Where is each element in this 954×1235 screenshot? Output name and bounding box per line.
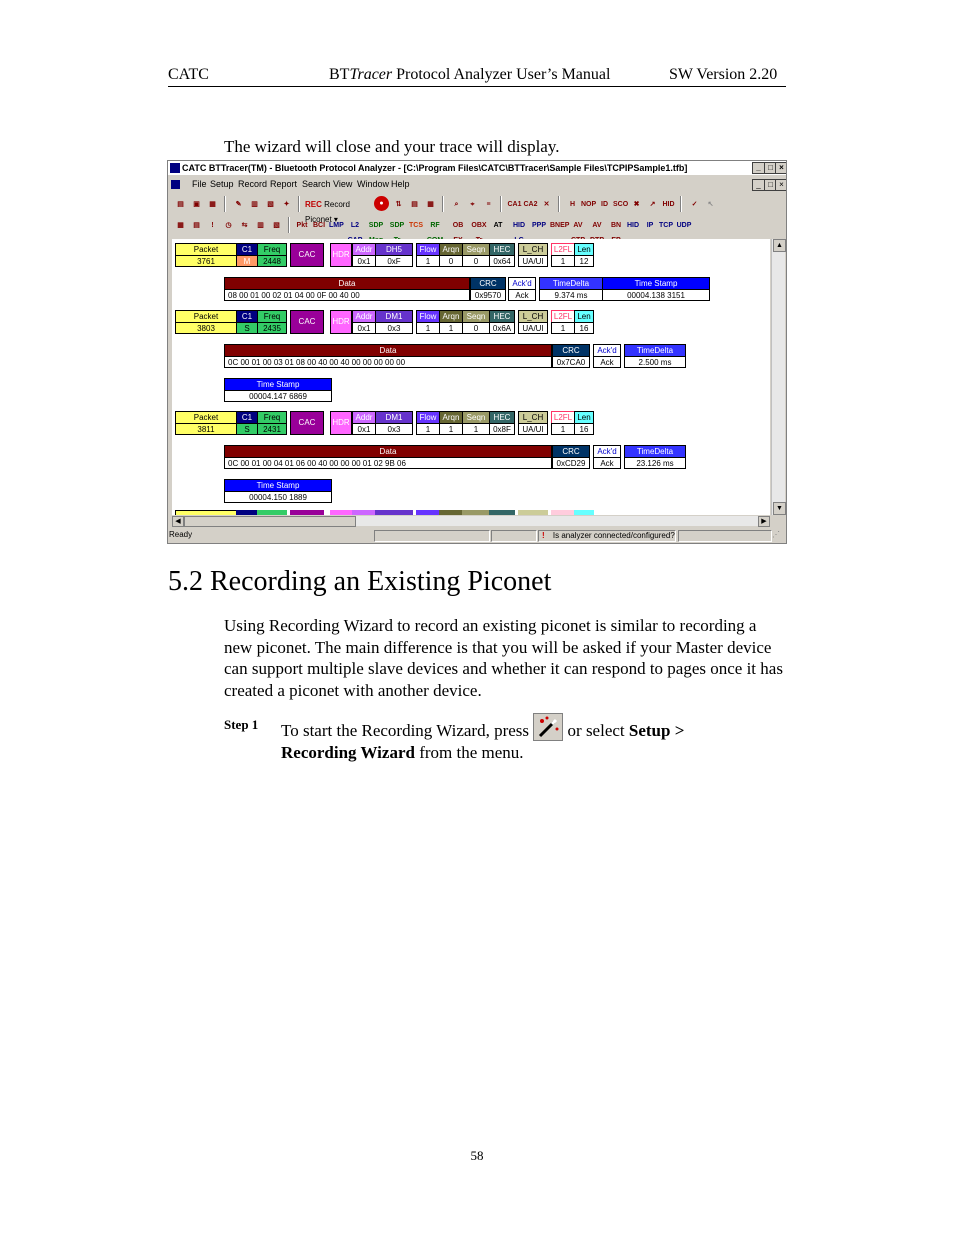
view-toolbar xyxy=(168,215,786,235)
timestamp-value: 00004.138 3151 xyxy=(602,289,710,301)
scroll-down-icon[interactable]: ▼ xyxy=(773,502,786,515)
ca2-icon[interactable]: CA2 xyxy=(523,201,538,208)
window-title: CATC BTTracer(TM) - Bluetooth Protocol Analyzer - [C:\Program Files\CATC\BTTracer\Sample Files\TCPIPSample1.tfb] xyxy=(182,163,688,173)
type-value: 0xF xyxy=(375,255,413,267)
bci-button[interactable]: BCI xyxy=(312,222,326,229)
scroll-right-icon[interactable]: ▶ xyxy=(758,516,770,527)
channel-label: C1 xyxy=(236,411,258,424)
crc-label: CRC xyxy=(552,445,590,458)
timedelta-value: 23.126 ms xyxy=(624,457,686,469)
help-icon[interactable]: ✓ xyxy=(691,201,698,208)
app-screenshot xyxy=(167,160,787,544)
page-number: 58 xyxy=(470,1148,484,1163)
crc-value: 0x7CA0 xyxy=(552,356,590,368)
app-icon xyxy=(170,163,180,173)
crc-label: CRC xyxy=(552,344,590,357)
minimize-button[interactable]: _ xyxy=(752,162,765,174)
lch-label: L_CH xyxy=(518,411,548,424)
timer-icon[interactable]: ◷ xyxy=(225,222,232,229)
scroll-thumb[interactable] xyxy=(184,516,356,527)
channel-label: C1 xyxy=(236,310,258,323)
addr-label: Addr xyxy=(352,411,376,424)
intro-text: The wizard will close and your trace will display. xyxy=(224,137,560,156)
hid-button[interactable]: HID xyxy=(626,222,640,229)
sync-icon[interactable]: ✖ xyxy=(633,201,640,208)
flow-label: Flow xyxy=(416,243,440,256)
step-label: Step 1 xyxy=(224,717,259,732)
timestamp-value: 00004.147 6869 xyxy=(224,390,332,402)
bnep-button[interactable]: BNEP xyxy=(550,222,570,229)
menu-view[interactable]: View xyxy=(333,179,353,189)
resize-grip-icon[interactable]: ⋰ xyxy=(772,530,780,539)
doc-icon xyxy=(171,180,180,189)
channel-value: S xyxy=(236,322,258,334)
lch-value: UA/UI xyxy=(518,322,548,334)
seqn-label: Seqn xyxy=(462,310,490,323)
toolbar-separator xyxy=(680,196,682,212)
flow-value: 1 xyxy=(416,423,440,435)
type-value: 0x3 xyxy=(375,423,413,435)
stats-icon[interactable]: ▧ xyxy=(273,222,280,229)
save-icon[interactable]: ▣ xyxy=(193,201,200,208)
alert-icon[interactable]: ! xyxy=(211,222,214,229)
tcp-button[interactable]: TCP xyxy=(659,222,673,229)
ack-label: Ack'd xyxy=(593,445,621,458)
main-toolbar xyxy=(168,194,786,224)
lch-label: L_CH xyxy=(518,310,548,323)
cac-field: CAC xyxy=(290,411,324,435)
close-button[interactable]: × xyxy=(775,162,787,174)
ack-value: Ack xyxy=(593,356,621,368)
lmp-button[interactable]: LMP xyxy=(329,222,344,229)
data-label: Data xyxy=(224,277,470,290)
timestamp-label: Time Stamp xyxy=(602,277,710,290)
trace-view[interactable] xyxy=(172,239,770,515)
l2fl-label: L2FL xyxy=(551,243,575,256)
timedelta-value: 9.374 ms xyxy=(539,289,603,301)
goto-icon[interactable]: ≡ xyxy=(486,201,491,208)
arqn-value: 0 xyxy=(439,255,463,267)
ack-label: Ack'd xyxy=(593,344,621,357)
channel-value: S xyxy=(236,423,258,435)
data-bytes: 0C 00 01 00 03 01 08 00 40 00 40 00 00 00 00 00 xyxy=(224,356,552,368)
hdr-field: HDR xyxy=(330,310,352,334)
freq-value: 2431 xyxy=(257,423,287,435)
section-heading: 5.2 Recording an Existing Piconet xyxy=(168,566,552,597)
buffer-icon[interactable]: ▤ xyxy=(411,201,418,208)
addr-value: 0x1 xyxy=(352,255,376,267)
open-icon[interactable]: ▤ xyxy=(177,201,184,208)
flow-label: Flow xyxy=(416,310,440,323)
seqn-value: 0 xyxy=(462,322,490,334)
status-bar xyxy=(168,529,786,542)
record-piconet-dropdown[interactable]: REC Record Piconet ▾ xyxy=(305,200,350,224)
lch-label: L_CH xyxy=(518,243,548,256)
packet-label: Packet xyxy=(175,310,237,323)
addr-value: 0x1 xyxy=(352,322,376,334)
menu-bar xyxy=(168,177,786,191)
channel-value: M xyxy=(236,255,258,267)
toolbar-separator xyxy=(288,217,290,233)
status-ready: Ready xyxy=(169,530,193,539)
report-icon[interactable]: ▤ xyxy=(193,222,200,229)
hdr-field: HDR xyxy=(330,411,352,435)
header-rule xyxy=(168,86,786,87)
recording-wizard-icon[interactable]: ✦ xyxy=(283,201,290,208)
timestamp-value: 00004.150 1889 xyxy=(224,491,332,503)
hop-icon[interactable]: H xyxy=(569,201,576,208)
flow-value: 1 xyxy=(416,255,440,267)
cac-field: CAC xyxy=(290,310,324,334)
data-bytes: 0C 00 01 00 04 01 06 00 40 00 00 00 01 02 9B 06 xyxy=(224,457,552,469)
udp-button[interactable]: UDP xyxy=(676,222,692,229)
toolbar-separator xyxy=(558,196,560,212)
lch-value: UA/UI xyxy=(518,423,548,435)
tcs-button[interactable]: TCS xyxy=(409,222,423,229)
section-paragraph: Using Recording Wizard to record an existing piconet is similar to recording a new piconet. The main difference is that you will be asked if your Master device can support multiple slave devices and whether it can respond to pages once it has created a piconet with another device. xyxy=(224,616,783,700)
hdr-field: HDR xyxy=(330,243,352,267)
menu-record[interactable]: Record xyxy=(238,179,268,189)
addr-label: Addr xyxy=(352,243,376,256)
status-pane xyxy=(491,530,537,542)
packet-number: 3761 xyxy=(175,255,237,267)
hec-value: 0x64 xyxy=(489,255,515,267)
packet-number: 3803 xyxy=(175,322,237,334)
freq-label: Freq xyxy=(257,243,287,256)
nop-icon[interactable]: NOP xyxy=(581,201,597,208)
toolbar-separator xyxy=(442,196,444,212)
avdtp-button[interactable]: AV xyxy=(592,222,602,229)
hec-value: 0x8F xyxy=(489,423,515,435)
ca1-icon[interactable]: CA1 xyxy=(507,201,522,208)
status-pane xyxy=(678,530,772,542)
sdp-tr-button[interactable]: SDP xyxy=(389,222,405,229)
doc-close-button[interactable]: × xyxy=(775,179,787,191)
type-label: DM1 xyxy=(375,310,413,323)
arqn-label: Arqn xyxy=(439,310,463,323)
l2fl-value: 1 xyxy=(551,423,575,435)
scroll-left-icon[interactable]: ◀ xyxy=(172,516,184,527)
l2fl-label: L2FL xyxy=(551,310,575,323)
l2fl-label: L2FL xyxy=(551,411,575,424)
freq-value: 2435 xyxy=(257,322,287,334)
ack-value: Ack xyxy=(508,289,536,301)
packet-label: Packet xyxy=(175,411,237,424)
toolbar-separator xyxy=(500,196,502,212)
flow-value: 1 xyxy=(416,322,440,334)
len-value: 16 xyxy=(574,423,594,435)
context-help-icon[interactable]: ↖ xyxy=(707,201,714,208)
upload-icon[interactable]: ⇅ xyxy=(395,201,402,208)
data-bytes: 08 00 01 00 02 01 04 00 0F 00 40 00 xyxy=(224,289,470,301)
len-label: Len xyxy=(574,411,594,424)
idle-icon[interactable]: ID xyxy=(601,201,608,208)
freq-value: 2448 xyxy=(257,255,287,267)
timestamp-label: Time Stamp xyxy=(224,479,332,492)
len-label: Len xyxy=(574,310,594,323)
timedelta-label: TimeDelta xyxy=(624,445,686,458)
status-pane xyxy=(374,530,490,542)
freq-label: Freq xyxy=(257,310,287,323)
at-button[interactable]: AT xyxy=(493,222,503,229)
sdp-msg-button[interactable]: SDP xyxy=(368,222,384,229)
len-value: 16 xyxy=(574,322,594,334)
arqn-label: Arqn xyxy=(439,411,463,424)
l2fl-value: 1 xyxy=(551,322,575,334)
timedelta-label: TimeDelta xyxy=(539,277,603,290)
hec-label: HEC xyxy=(489,411,515,424)
toolbar-separator xyxy=(298,196,300,212)
vertical-scrollbar[interactable] xyxy=(771,239,785,515)
lch-value: UA/UI xyxy=(518,255,548,267)
arqn-value: 1 xyxy=(439,423,463,435)
arqn-value: 1 xyxy=(439,322,463,334)
cac-field: CAC xyxy=(290,243,324,267)
find-next-icon[interactable]: ⌖ xyxy=(470,201,475,208)
title-bar xyxy=(168,161,786,175)
recording-wizard-icon xyxy=(533,713,563,741)
data-label: Data xyxy=(224,445,552,458)
timedelta-value: 2.500 ms xyxy=(624,356,686,368)
maximize-button[interactable]: □ xyxy=(764,162,777,174)
bn-ep-button[interactable]: BN xyxy=(610,222,622,229)
level-icon[interactable]: ▦ xyxy=(177,222,184,229)
arqn-label: Arqn xyxy=(439,243,463,256)
ack-label: Ack'd xyxy=(508,277,536,290)
menu-search[interactable]: Search xyxy=(302,179,331,189)
seqn-value: 1 xyxy=(462,423,490,435)
ack-value: Ack xyxy=(593,457,621,469)
crc-label: CRC xyxy=(470,277,506,290)
obex-button[interactable]: OB xyxy=(452,222,464,229)
freq-label: Freq xyxy=(257,411,287,424)
type-value: 0x3 xyxy=(375,322,413,334)
rfcomm-button[interactable]: RF xyxy=(430,222,440,229)
hid-icon[interactable]: HID xyxy=(662,201,675,208)
stop-icon[interactable]: ● xyxy=(374,196,389,211)
header-left: CATC xyxy=(168,66,209,83)
header-right: SW Version 2.20 xyxy=(669,66,778,83)
ppp-button[interactable]: PPP xyxy=(531,222,546,229)
addr-value: 0x1 xyxy=(352,423,376,435)
avctp-button[interactable]: AV xyxy=(573,222,583,229)
header-center: BTTracer Protocol Analyzer User’s Manual xyxy=(329,66,611,83)
ip-button[interactable]: IP xyxy=(646,222,654,229)
menu-report[interactable]: Report xyxy=(270,179,298,189)
crc-value: 0x9570 xyxy=(470,289,506,301)
l2cap-button[interactable]: L2 xyxy=(350,222,360,229)
menu-setup[interactable]: Setup xyxy=(210,179,234,189)
hide-icon[interactable]: ✕ xyxy=(543,201,550,208)
menu-help[interactable]: Help xyxy=(391,179,410,189)
print-icon[interactable]: ▦ xyxy=(209,201,216,208)
seqn-label: Seqn xyxy=(462,411,490,424)
hec-value: 0x6A xyxy=(489,322,515,334)
packet-label: Packet xyxy=(175,243,237,256)
l2fl-value: 1 xyxy=(551,255,575,267)
doc-restore-button[interactable]: □ xyxy=(764,179,777,191)
len-label: Len xyxy=(574,243,594,256)
menu-window[interactable]: Window xyxy=(357,179,390,189)
arrow-icon[interactable]: ↗ xyxy=(649,201,656,208)
type-label: DM1 xyxy=(375,411,413,424)
status-message: Is analyzer connected/configured? xyxy=(552,531,675,540)
doc-minimize-button[interactable]: _ xyxy=(752,179,765,191)
warning-icon: ! xyxy=(542,531,545,540)
packet-number: 3811 xyxy=(175,423,237,435)
pkt-button[interactable]: Pkt xyxy=(296,222,308,229)
hid-lc-button[interactable]: HID xyxy=(512,222,526,229)
toolbar-separator xyxy=(224,196,226,212)
obex-tr-button[interactable]: OBX xyxy=(471,222,487,229)
step-text: To start the Recording Wizard, press or select Setup > Recording Wizard from the menu. xyxy=(281,713,786,763)
len-value: 12 xyxy=(574,255,594,267)
config-icon[interactable]: ▦ xyxy=(427,201,434,208)
find-icon[interactable]: ⌕ xyxy=(454,201,459,208)
seqn-value: 0 xyxy=(462,255,490,267)
seqn-label: Seqn xyxy=(462,243,490,256)
crc-value: 0xCD29 xyxy=(552,457,590,469)
addr-label: Addr xyxy=(352,310,376,323)
timestamp-label: Time Stamp xyxy=(224,378,332,391)
setup-icon[interactable]: ✎ xyxy=(235,201,242,208)
type-label: DH5 xyxy=(375,243,413,256)
sco-icon[interactable]: SCO xyxy=(613,201,629,208)
chart-icon[interactable]: ▥ xyxy=(257,222,264,229)
swap-icon[interactable]: ⇆ xyxy=(241,222,248,229)
filter-icon[interactable]: ▥ xyxy=(251,201,258,208)
horizontal-scrollbar[interactable] xyxy=(172,516,770,526)
status-message-pane xyxy=(538,530,676,542)
channel-label: C1 xyxy=(236,243,258,256)
data-label: Data xyxy=(224,344,552,357)
timedelta-label: TimeDelta xyxy=(624,344,686,357)
hec-label: HEC xyxy=(489,243,515,256)
display-icon[interactable]: ▧ xyxy=(267,201,274,208)
hec-label: HEC xyxy=(489,310,515,323)
scroll-up-icon[interactable]: ▲ xyxy=(773,239,786,252)
menu-file[interactable]: File xyxy=(192,179,207,189)
flow-label: Flow xyxy=(416,411,440,424)
